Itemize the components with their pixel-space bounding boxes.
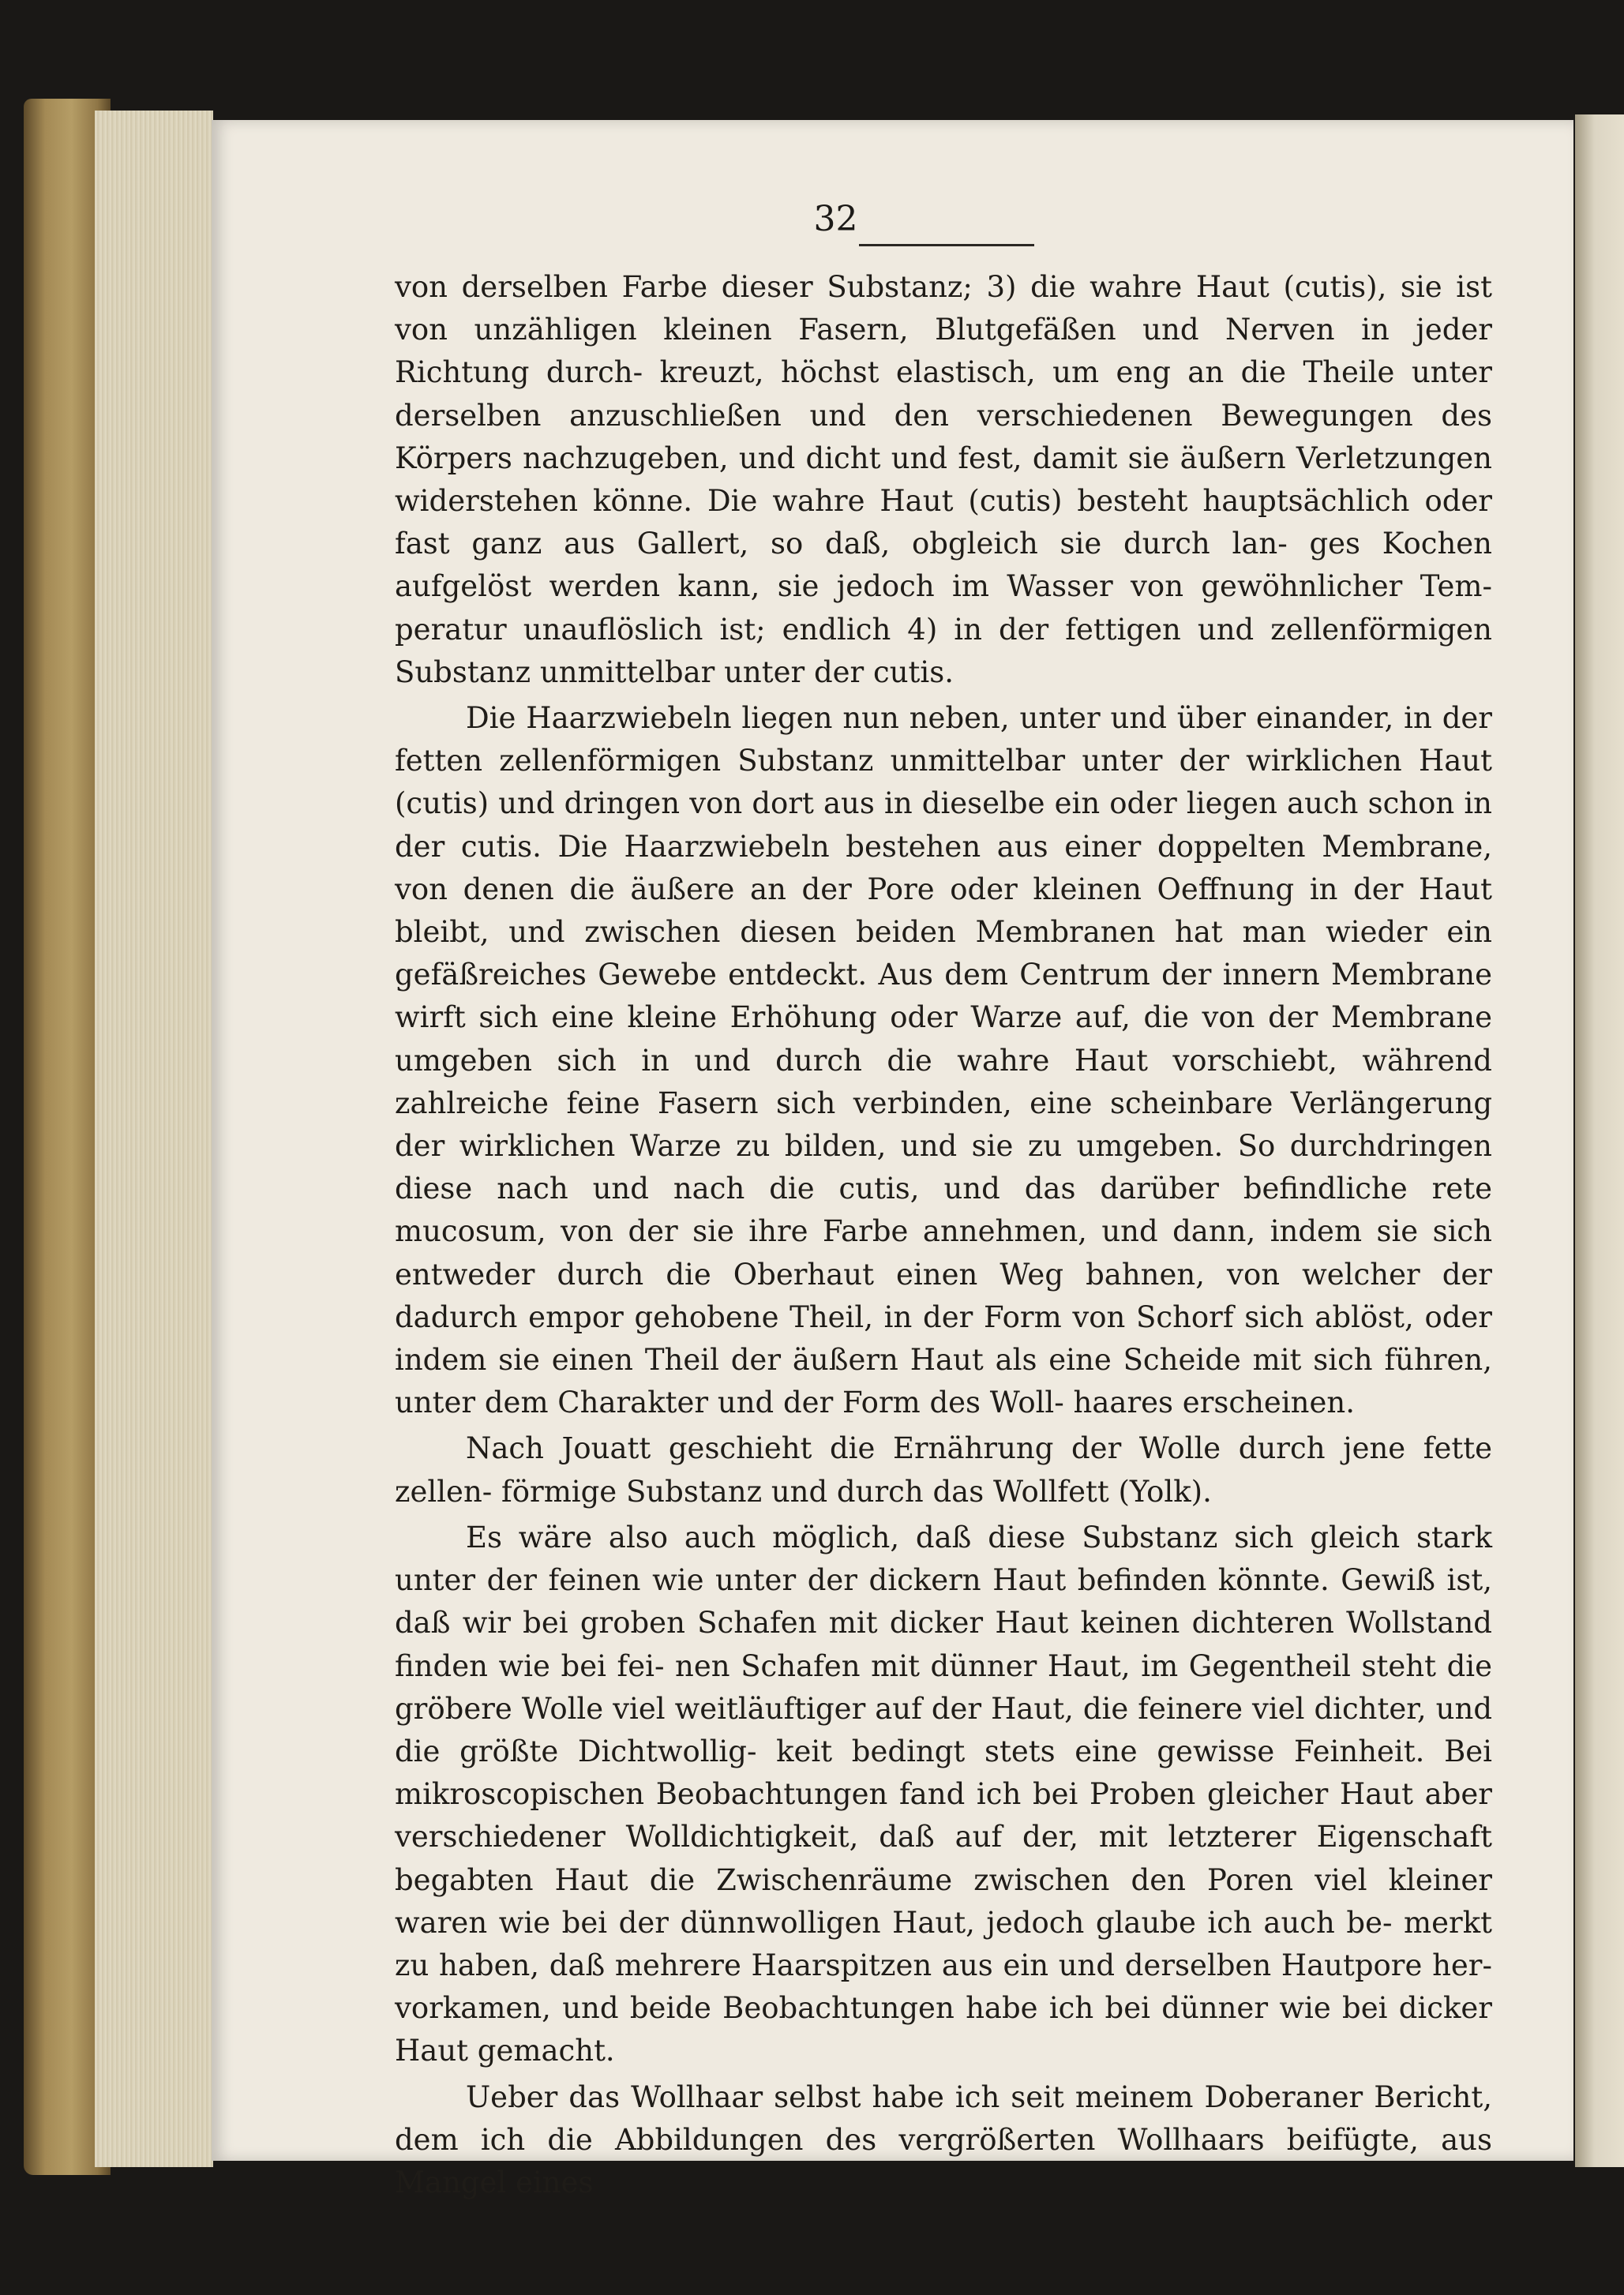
paragraph-3: Nach Jouatt geschieht die Ernährung der Wolle durch jene fette zellen- förmige Substanz und durch das Wollfett (Yolk).: [395, 1431, 1492, 1509]
header-rule: [859, 244, 1034, 246]
book-page: [212, 120, 1573, 2199]
page-edges: [95, 111, 213, 2167]
page-number: 32: [813, 199, 858, 239]
paragraph-5: Ueber das Wollhaar selbst habe ich seit meinem Doberaner Bericht, dem ich die Abbildungen des vergrößerten Wollhaars beifügte, aus Mangel eines: [395, 2079, 1492, 2199]
page-body: [395, 266, 1492, 2207]
paragraph-4: Es wäre also auch möglich, daß diese Substanz sich gleich stark unter der feinen wie unter der dickern Haut befinden könnte. Gewiß ist, daß wir bei groben Schafen mit dicker Haut keinen dichteren Wollstand finden wie bei fei- nen Schafen mit dünner Haut, im Gegentheil steht die gröbere Wolle viel weitläuftiger auf der Haut, die feinere viel dichter, und die größte Dichtwollig- keit bedingt stets eine gewisse Feinheit. Bei mikroscopischen Beobachtungen fand ich bei Proben gleicher Haut aber verschiedener Wolldichtigkeit, daß auf der, mit letzterer Eigenschaft begabten Haut die Zwischenräume zwischen den Poren viel kleiner waren wie bei der dünnwolligen Haut, jedoch glaube ich auch be- merkt zu haben, daß mehrere Haarspitzen aus ein und derselben Hautpore her- vorkamen, und beide Beobachtungen habe ich bei dünner wie bei dicker Haut gemacht.: [395, 1520, 1492, 2068]
paragraph-2: Die Haarzwiebeln liegen nun neben, unter und über einander, in der fetten zellenförmigen Substanz unmittelbar unter der wirklichen Haut (cutis) und dringen von dort aus in dieselbe ein oder liegen auch schon in der cutis. Die Haarzwiebeln bestehen aus einer doppelten Membrane, von denen die äußere an der Pore oder kleinen Oeffnung in der Haut bleibt, und zwischen diesen beiden Membranen hat man wieder ein gefäßreiches Gewebe entdeckt. Aus dem Centrum der innern Membrane wirft sich eine kleine Erhöhung oder Warze auf, die von der Membrane umgeben sich in und durch die wahre Haut vorschiebt, während zahlreiche feine Fasern sich verbinden, eine scheinbare Verlängerung der wirklichen Warze zu bilden, und sie zu umgeben. So durchdringen diese nach und nach die cutis, und das darüber befindliche rete mucosum, von der sie ihre Farbe annehmen, und dann, indem sie sich entweder durch die Oberhaut einen Weg bahnen, von welcher der dadurch empor gehobene Theil, in der Form von Schorf sich ablöst, oder indem sie einen Theil der äußern Haut als eine Scheide mit sich führen, unter dem Charakter und der Form des Woll- haares erscheinen.: [395, 701, 1492, 1420]
paragraph-1: von derselben Farbe dieser Substanz; 3) die wahre Haut (cutis), sie ist von unzähligen kleinen Fasern, Blutgefäßen und Nerven in jeder Richtung durch- kreuzt, höchst elastisch, um eng an die Theile unter derselben anzuschließen und den verschiedenen Bewegungen des Körpers nachzugeben, und dicht und fest, damit sie äußern Verletzungen widerstehen könne. Die wahre Haut (cutis) besteht hauptsächlich oder fast ganz aus Gallert, so daß, obgleich sie durch lan- ges Kochen aufgelöst werden kann, sie jedoch im Wasser von gewöhnlicher Tem- peratur unauflöslich ist; endlich 4) in der fettigen und zellenförmigen Substanz unmittelbar unter der cutis.: [395, 270, 1492, 689]
next-page-edge: [1575, 114, 1624, 2167]
